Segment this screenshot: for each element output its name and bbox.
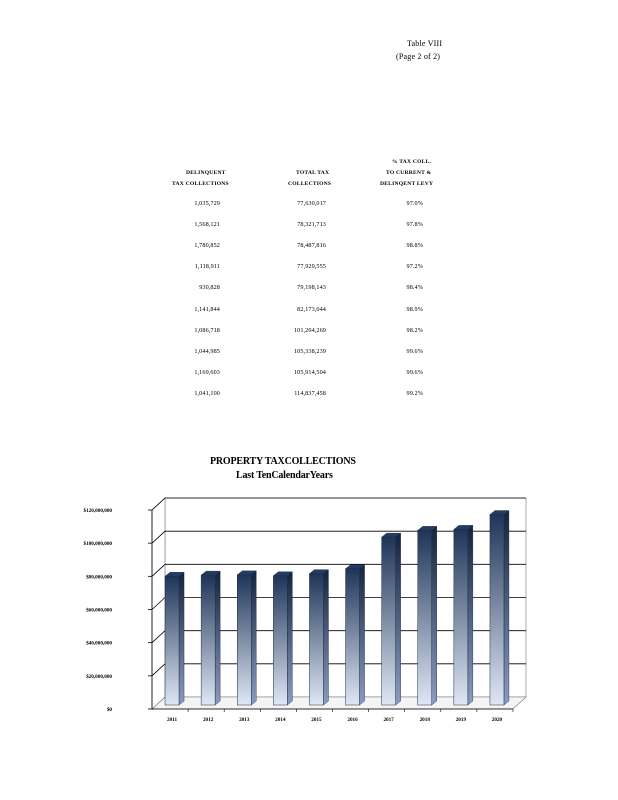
x-tick-label: 2015 [311, 717, 322, 723]
total-cell: 77,630,017 [297, 200, 326, 207]
total-cell: 77,929,555 [297, 263, 326, 271]
bar [382, 537, 396, 705]
y-tick-label: $80,000,000 [86, 574, 112, 581]
x-tick-label: 2014 [275, 717, 286, 723]
bar [490, 515, 504, 705]
chart-subtitle: Last TenCalendarYears [236, 470, 333, 481]
bar-side [468, 525, 473, 705]
bar-side [323, 570, 328, 705]
col-header-delinquent-line1: DELINQUENT [186, 170, 226, 176]
total-cell: 105,338,239 [293, 347, 326, 355]
page-label: (Page 2 of 2) [396, 52, 441, 61]
delinquent-cell: 1,035,729 [194, 200, 220, 207]
pct-cell: 97.0% [406, 200, 423, 207]
col-header-pct-line3: DELINQENT LEVY [380, 181, 434, 187]
bar [201, 575, 215, 705]
x-tick-label: 2020 [491, 717, 503, 723]
bar [165, 576, 179, 705]
bar-side [432, 526, 437, 705]
delinquent-cell: 1,044,985 [194, 347, 220, 355]
x-tick-label: 2011 [167, 717, 178, 723]
y-tick-label: $100,000,000 [83, 541, 112, 548]
y-tick-label: $60,000,000 [86, 607, 112, 614]
pct-cell: 98.8% [406, 242, 423, 250]
delinquent-cell: 1,086,718 [194, 326, 220, 334]
pct-cell: 98.9% [406, 305, 423, 313]
bar [454, 529, 468, 705]
delinquent-cell: 1,041,100 [194, 389, 220, 397]
y-tick-label: $0 [106, 707, 112, 713]
y-tick-label: $20,000,000 [86, 673, 112, 680]
x-tick-label: 2016 [347, 717, 358, 723]
bar-side [504, 511, 509, 705]
delinquent-cell: 1,169,603 [194, 368, 220, 376]
x-tick-label: 2018 [419, 717, 430, 723]
pct-cell: 97.2% [406, 263, 423, 271]
total-cell: 79,198,143 [297, 284, 326, 292]
bar [309, 574, 323, 705]
bar-side [360, 565, 365, 705]
bar-side [251, 571, 256, 705]
y-tick-label: $40,000,000 [86, 640, 112, 647]
total-cell: 105,914,504 [293, 368, 326, 376]
total-cell: 82,173,044 [297, 305, 326, 313]
bar [273, 576, 287, 705]
delinquent-cell: 930,828 [199, 284, 220, 292]
total-cell: 78,487,816 [297, 242, 326, 250]
pct-cell: 98.2% [406, 326, 423, 334]
delinquent-cell: 1,118,911 [194, 263, 220, 271]
col-header-total-line2: COLLECTIONS [288, 181, 332, 187]
y-tick-label: $120,000,000 [83, 508, 112, 514]
total-cell: 78,321,713 [297, 221, 326, 229]
pct-cell: 99.2% [406, 389, 423, 397]
x-tick-label: 2019 [455, 717, 467, 723]
delinquent-cell: 1,141,844 [194, 305, 220, 313]
col-header-total-line1: TOTAL TAX [296, 170, 330, 176]
delinquent-cell: 1,568,121 [194, 221, 220, 229]
pct-cell: 98.4% [406, 284, 423, 292]
col-header-delinquent-line2: TAX COLLECTIONS [172, 181, 229, 187]
delinquent-cell: 1,780,852 [194, 242, 220, 250]
chart-title: PROPERTY TAXCOLLECTIONS [210, 456, 356, 467]
pct-cell: 99.6% [406, 347, 423, 355]
pct-cell: 99.6% [406, 368, 423, 376]
x-tick-label: 2013 [239, 717, 250, 723]
total-cell: 101,204,269 [293, 326, 326, 334]
total-cell: 114,837,458 [294, 389, 326, 397]
col-header-pct-line1: % TAX COLL. [392, 159, 432, 165]
bar [237, 575, 251, 705]
bar [418, 530, 432, 705]
pct-cell: 97.8% [406, 221, 423, 229]
x-tick-label: 2017 [383, 717, 394, 723]
table-label: Table VIII [407, 39, 443, 48]
bar-side [215, 571, 220, 705]
x-tick-label: 2012 [202, 717, 214, 723]
bar [346, 569, 360, 705]
bar-side [287, 572, 292, 705]
bar-side [179, 572, 184, 705]
bar-side [396, 533, 401, 705]
col-header-pct-line2: TO CURRENT & [386, 170, 432, 176]
